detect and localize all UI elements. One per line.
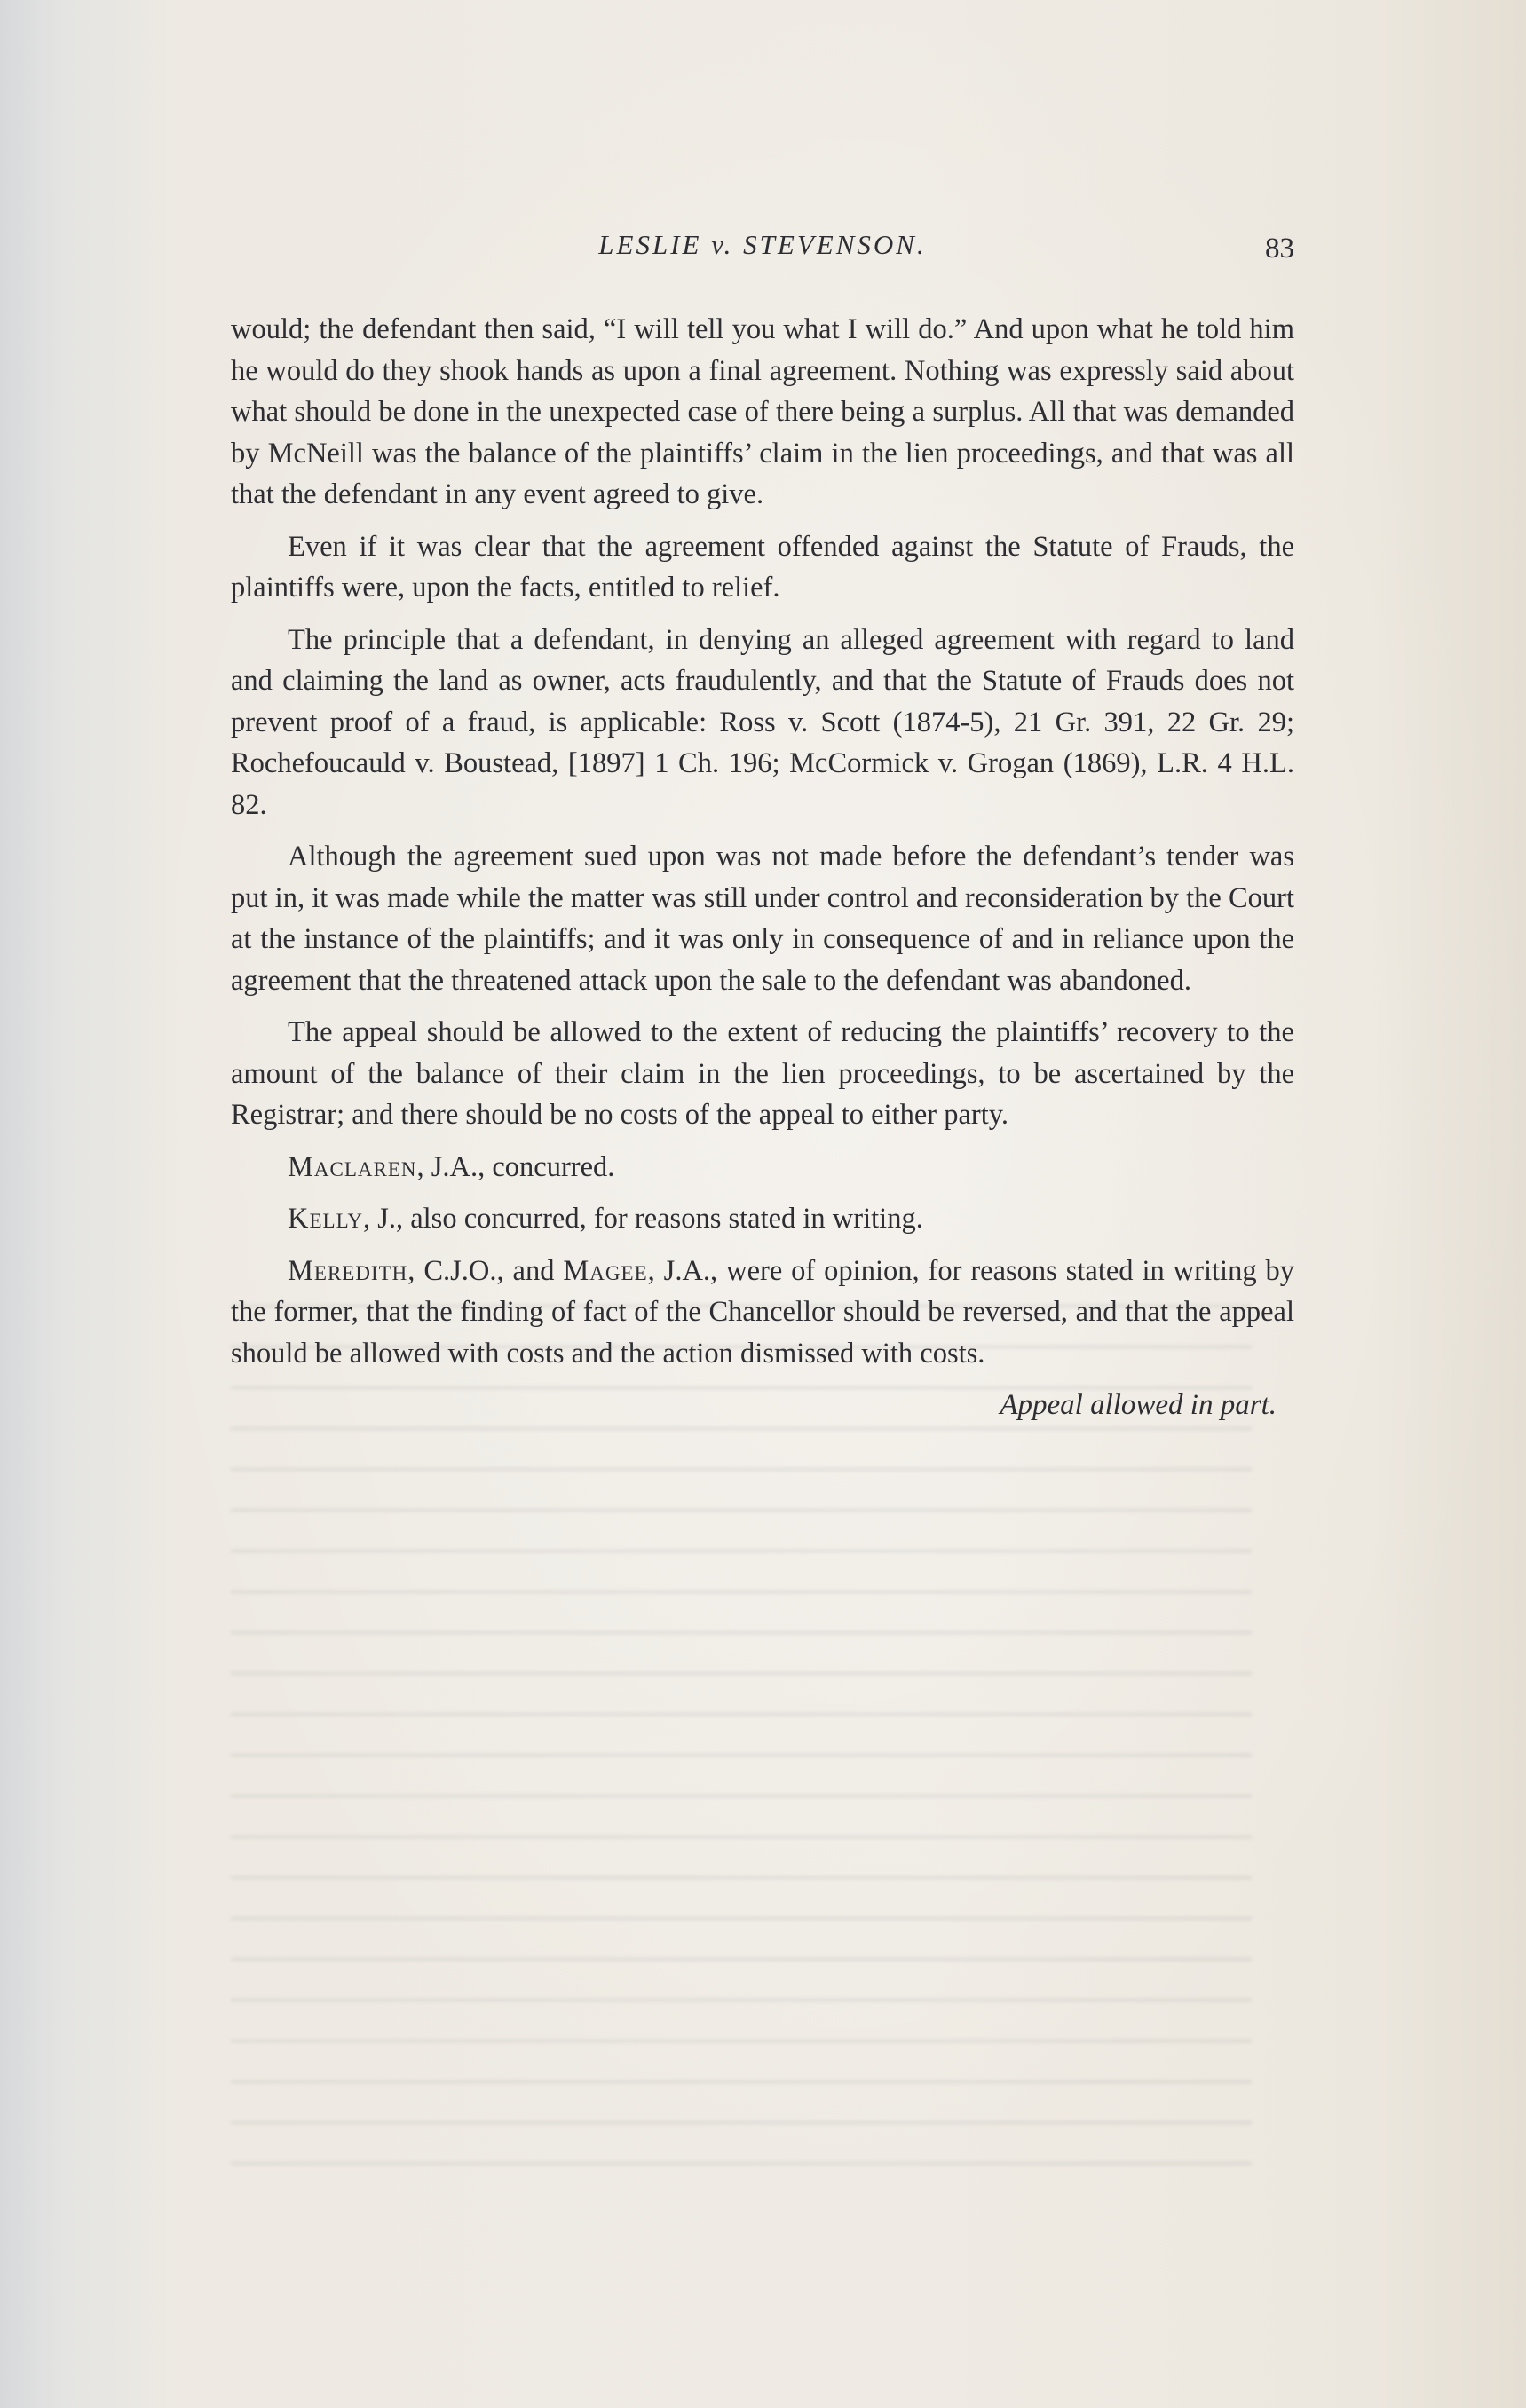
- paragraph-meredith-magee: [231, 1251, 1294, 1375]
- judge-name: Meredith: [288, 1254, 408, 1287]
- paragraph-principle: The principle that a defendant, in denying an alleged agreement with regard to land and claiming the land as owner, acts fraudulently, and that the Statute of Frauds does not prevent proof of a fraud, is applicable: Ross v. Scott (1874-5), 21 Gr. 391, 22 Gr. 29; Rochefoucauld v. Boustead, [1897] 1 Ch. 196; McCormick v. Grogan (1869), L.R. 4 H.L. 82.: [231, 623, 1294, 821]
- concurrence-text: , J., also concurred, for reasons stated in writing.: [362, 1203, 923, 1235]
- page-header: [231, 229, 1294, 282]
- show-through-texture: [231, 1305, 1252, 2192]
- judge-name: Kelly: [288, 1203, 363, 1235]
- paragraph-agreement: Although the agreement sued upon was not made before the defendant’s tender was put in, it was made while the matter was still under control and reconsideration by the Court at the instance of the plaintiffs; and it was only in consequence of and in reliance upon the agreement that the threatened attack upon the sale to the defendant was abandoned.: [231, 841, 1294, 997]
- disposition: Appeal allowed in part.: [1000, 1389, 1277, 1421]
- paragraph-kelly: [231, 1198, 1294, 1240]
- running-title: LESLIE v. STEVENSON.: [598, 229, 927, 260]
- paragraph-appeal-allowed: The appeal should be allowed to the extent of reducing the plaintiffs’ recovery to the amount of the balance of their claim in the lien proceedings, to be ascertained by the Registrar; and there should be no costs of the appeal to either party.: [231, 1016, 1294, 1131]
- page-number: 83: [1265, 233, 1294, 264]
- paragraph-maclaren: [231, 1147, 1294, 1188]
- concurrence-text: , J.A., concurred.: [416, 1150, 615, 1183]
- paragraph-continued: would; the defendant then said, “I will tell you what I will do.” And upon what he told him he would do they shook hands as upon a final agreement. Nothing was expressly said about what should be done in the unexpected case of there being a surplus. All that was demanded by McNeill was the balance of the plaintiffs’ claim in the lien proceedings, and that was all that the defendant in any event agreed to give.: [231, 313, 1294, 510]
- paragraph-statute-of-frauds: Even if it was clear that the agreement offended against the Statute of Frauds, the plaintiffs were, upon the facts, entitled to relief.: [231, 530, 1294, 604]
- judge-name: Magee: [563, 1254, 648, 1287]
- page-body: [231, 309, 1294, 1425]
- connector-text: , C.J.O., and: [407, 1254, 564, 1287]
- opinion-text: , J.A., were of opinion, for reasons stated in writing by the former, that the finding of fact of the Chancellor should be reversed, and that the appeal should be allowed with costs and the action dismissed with costs.: [231, 1254, 1294, 1370]
- judge-name: Maclaren: [288, 1150, 417, 1183]
